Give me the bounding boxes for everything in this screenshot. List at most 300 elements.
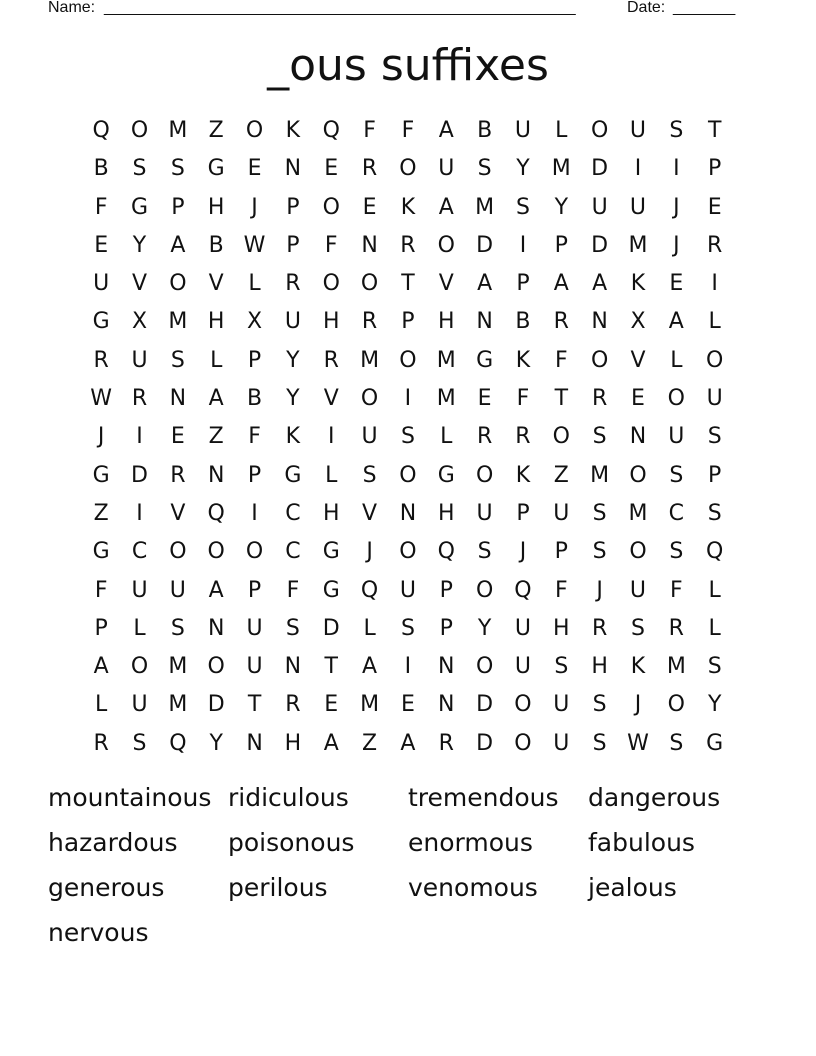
grid-cell: C	[668, 500, 685, 526]
grid-cell: K	[630, 271, 646, 297]
grid-cell: O	[207, 539, 225, 565]
grid-cell: Z	[93, 500, 109, 526]
grid-row	[82, 725, 734, 763]
grid-cell: A	[477, 271, 493, 297]
grid-cell: E	[324, 156, 339, 182]
grid-cell: O	[475, 577, 494, 603]
grid-cell: J	[673, 194, 680, 220]
grid-cell: K	[285, 118, 301, 143]
grid-row	[82, 457, 734, 495]
grid-cell: A	[438, 194, 454, 220]
grid-cell: L	[708, 577, 721, 603]
grid-cell: M	[551, 156, 571, 182]
grid-cell: S	[554, 654, 569, 680]
grid-cell: P	[708, 462, 722, 488]
grid-cell: M	[436, 386, 456, 412]
grid-cell: A	[592, 271, 608, 297]
grid-cell: M	[168, 654, 188, 680]
grid-cell: Y	[516, 156, 530, 182]
grid-cell: O	[399, 539, 417, 565]
grid-cell: G	[130, 194, 149, 220]
grid-cell: P	[439, 615, 453, 641]
grid-cell: S	[592, 730, 607, 756]
grid-cell: O	[629, 462, 647, 488]
grid-row	[82, 572, 734, 610]
grid-cell: S	[170, 615, 185, 641]
grid-cell: O	[322, 194, 340, 220]
grid-cell: L	[670, 347, 683, 373]
grid-cell: S	[477, 539, 492, 565]
grid-cell: L	[95, 692, 108, 718]
grid-cell: I	[404, 654, 412, 680]
grid-cell: N	[476, 309, 493, 335]
grid-cell: F	[401, 118, 415, 143]
grid-cell: A	[438, 118, 454, 143]
grid-cell: O	[399, 462, 417, 488]
word-list-item: nervous	[48, 918, 149, 947]
grid-cell: P	[171, 194, 185, 220]
grid-cell: W	[627, 730, 649, 756]
grid-cell: B	[515, 309, 531, 335]
grid-cell: G	[706, 730, 724, 756]
grid-cell: M	[628, 500, 648, 526]
grid-cell: I	[251, 500, 258, 526]
grid-cell: Z	[208, 424, 224, 450]
grid-cell: H	[322, 309, 340, 335]
grid-cell: Q	[514, 577, 532, 603]
grid-cell: G	[92, 539, 110, 565]
grid-cell: S	[707, 500, 722, 526]
grid-cell: E	[362, 194, 377, 220]
grid-cell: S	[132, 730, 147, 756]
grid-cell: T	[247, 692, 262, 718]
grid-cell: Y	[209, 730, 223, 756]
grid-cell: C	[285, 539, 301, 565]
grid-cell: B	[208, 232, 224, 258]
grid-cell: R	[131, 386, 148, 412]
grid-cell: P	[247, 462, 262, 488]
grid-cell: U	[361, 424, 378, 450]
grid-cell: S	[400, 615, 415, 641]
grid-cell: M	[590, 462, 610, 488]
grid-cell: S	[592, 539, 607, 565]
grid-cell: W	[243, 232, 266, 258]
grid-cell: P	[516, 271, 530, 297]
grid-cell: P	[708, 156, 722, 182]
grid-cell: H	[207, 309, 225, 335]
grid-cell: D	[476, 730, 494, 756]
grid-cell: G	[207, 156, 225, 182]
grid-cell: D	[207, 692, 225, 718]
grid-cell: N	[629, 424, 647, 450]
grid-cell: S	[592, 500, 607, 526]
grid-cell: H	[591, 654, 608, 680]
grid-cell: P	[286, 232, 300, 258]
grid-cell: D	[322, 615, 340, 641]
grid-cell: U	[246, 615, 263, 641]
word-list-item: poisonous	[228, 828, 355, 857]
grid-cell: G	[322, 539, 340, 565]
grid-cell: O	[360, 271, 379, 297]
grid-cell: U	[629, 194, 647, 220]
word-list-item: tremendous	[408, 783, 559, 812]
grid-row	[82, 342, 734, 380]
grid-cell: J	[366, 539, 373, 565]
grid-cell: F	[363, 118, 376, 143]
grid-cell: V	[131, 271, 148, 297]
word-list-item: perilous	[228, 873, 328, 902]
grid-cell: I	[519, 232, 527, 258]
grid-cell: K	[515, 347, 531, 373]
grid-cell: F	[94, 194, 108, 220]
grid-cell: V	[630, 347, 646, 373]
grid-cell: D	[476, 692, 494, 718]
grid-cell: A	[208, 386, 224, 412]
grid-row	[82, 418, 734, 456]
grid-cell: Q	[322, 118, 340, 143]
grid-cell: O	[552, 424, 570, 450]
grid-cell: U	[169, 577, 186, 603]
grid-cell: Y	[286, 386, 300, 412]
grid-cell: U	[438, 156, 455, 182]
grid-cell: O	[667, 386, 685, 412]
grid-cell: S	[400, 424, 415, 450]
grid-cell: O	[667, 692, 685, 718]
grid-cell: E	[477, 386, 492, 412]
grid-cell: M	[360, 692, 380, 718]
grid-cell: U	[668, 424, 685, 450]
grid-cell: M	[666, 654, 686, 680]
grid-row	[82, 150, 734, 188]
grid-cell: N	[438, 692, 455, 718]
grid-cell: I	[673, 156, 680, 182]
grid-cell: T	[554, 386, 569, 412]
grid-cell: G	[437, 462, 455, 488]
grid-cell: U	[131, 347, 148, 373]
grid-cell: F	[554, 347, 568, 373]
grid-cell: M	[168, 692, 188, 718]
grid-cell: F	[516, 386, 530, 412]
grid-cell: E	[170, 424, 185, 450]
grid-cell: Y	[707, 692, 722, 718]
grid-cell: U	[706, 386, 723, 412]
grid-cell: J	[97, 424, 105, 450]
grid-cell: P	[401, 309, 415, 335]
word-list	[48, 778, 768, 958]
grid-cell: F	[286, 577, 300, 603]
grid-row	[82, 112, 734, 150]
grid-cell: M	[360, 347, 380, 373]
grid-cell: E	[631, 386, 645, 412]
grid-cell: A	[553, 271, 569, 297]
grid-cell: O	[590, 347, 609, 373]
header-line	[48, 0, 748, 20]
grid-cell: L	[248, 271, 261, 297]
grid-cell: H	[207, 194, 225, 220]
grid-cell: V	[438, 271, 454, 297]
grid-cell: E	[669, 271, 684, 297]
grid-cell: L	[325, 462, 338, 488]
grid-cell: U	[553, 500, 570, 526]
grid-cell: S	[631, 615, 645, 641]
grid-cell: N	[246, 730, 263, 756]
grid-cell: L	[363, 615, 376, 641]
grid-cell: N	[169, 386, 187, 412]
grid-cell: O	[706, 347, 724, 373]
word-list-item: dangerous	[588, 783, 721, 812]
grid-cell: C	[285, 500, 301, 526]
grid-cell: S	[477, 156, 492, 182]
grid-cell: E	[400, 692, 415, 718]
grid-cell: O	[514, 730, 532, 756]
grid-cell: N	[399, 500, 417, 526]
word-list-item: hazardous	[48, 828, 178, 857]
grid-cell: C	[131, 539, 148, 565]
grid-cell: H	[322, 500, 340, 526]
grid-cell: L	[440, 424, 453, 450]
grid-cell: U	[553, 692, 570, 718]
grid-cell: O	[399, 347, 417, 373]
grid-cell: A	[170, 232, 186, 258]
grid-row	[82, 189, 734, 227]
grid-cell: L	[555, 118, 568, 143]
grid-cell: V	[362, 500, 378, 526]
grid-cell: J	[519, 539, 527, 565]
grid-cell: V	[170, 500, 186, 526]
grid-cell: R	[285, 692, 301, 718]
grid-cell: Y	[477, 615, 492, 641]
word-list-item: ridiculous	[228, 783, 349, 812]
grid-cell: I	[136, 424, 143, 450]
date-blank-line: _______	[673, 0, 736, 16]
grid-cell: N	[284, 156, 302, 182]
grid-cell: R	[285, 271, 301, 297]
grid-cell: N	[284, 654, 302, 680]
grid-cell: S	[170, 347, 185, 373]
grid-cell: U	[131, 692, 148, 718]
grid-cell: W	[90, 386, 113, 412]
grid-cell: U	[553, 730, 570, 756]
grid-cell: A	[323, 730, 339, 756]
grid-cell: B	[93, 156, 109, 182]
grid-cell: Y	[286, 347, 300, 373]
grid-cell: U	[629, 577, 647, 603]
word-list-item: mountainous	[48, 783, 212, 812]
grid-cell: R	[591, 386, 608, 412]
grid-row	[82, 610, 734, 648]
grid-cell: D	[591, 232, 609, 258]
grid-cell: S	[170, 156, 185, 182]
grid-cell: Q	[169, 730, 187, 756]
date-label: Date:	[627, 0, 666, 16]
grid-cell: H	[437, 500, 455, 526]
grid-cell: S	[132, 156, 147, 182]
grid-cell: Q	[92, 118, 110, 143]
grid-cell: R	[476, 424, 493, 450]
grid-cell: U	[284, 309, 301, 335]
word-list-item: venomous	[408, 873, 538, 902]
grid-cell: J	[673, 232, 680, 258]
grid-cell: R	[515, 424, 531, 450]
grid-cell: X	[247, 309, 263, 335]
grid-cell: H	[553, 615, 570, 641]
grid-cell: A	[208, 577, 224, 603]
grid-cell: H	[284, 730, 302, 756]
grid-cell: U	[514, 654, 531, 680]
grid-cell: X	[131, 309, 148, 335]
grid-row	[82, 265, 734, 303]
word-list-item: fabulous	[588, 828, 695, 857]
name-label: Name:	[48, 0, 96, 16]
grid-cell: M	[475, 194, 495, 220]
page-title: _ous suffixes	[267, 40, 549, 91]
grid-cell: U	[131, 577, 148, 603]
grid-cell: Q	[360, 577, 379, 603]
grid-cell: R	[93, 347, 109, 373]
grid-cell: M	[168, 118, 188, 143]
grid-cell: L	[708, 615, 721, 641]
grid-cell: G	[92, 462, 110, 488]
grid-cell: S	[362, 462, 377, 488]
grid-cell: A	[668, 309, 684, 335]
grid-cell: R	[400, 232, 416, 258]
grid-cell: B	[477, 118, 493, 143]
grid-cell: Y	[132, 232, 147, 258]
grid-cell: Z	[208, 118, 224, 143]
grid-cell: S	[707, 654, 722, 680]
grid-cell: N	[207, 615, 225, 641]
grid-cell: R	[323, 347, 339, 373]
grid-cell: D	[131, 462, 148, 488]
grid-cell: S	[592, 424, 607, 450]
grid-cell: E	[94, 232, 109, 258]
grid-cell: M	[628, 232, 648, 258]
grid-cell: J	[251, 194, 258, 220]
grid-cell: L	[708, 309, 721, 335]
grid-cell: F	[324, 232, 338, 258]
grid-cell: O	[437, 232, 455, 258]
grid-cell: O	[514, 692, 532, 718]
grid-cell: S	[707, 424, 722, 450]
grid-cell: K	[515, 462, 531, 488]
grid-cell: X	[630, 309, 646, 335]
grid-cell: G	[322, 577, 340, 603]
grid-cell: O	[245, 118, 264, 143]
grid-row	[82, 495, 734, 533]
grid-cell: U	[246, 654, 263, 680]
grid-cell: S	[592, 692, 607, 718]
grid-cell: U	[629, 118, 647, 143]
grid-cell: O	[245, 539, 264, 565]
grid-cell: P	[516, 500, 530, 526]
grid-cell: S	[669, 462, 684, 488]
grid-cell: O	[207, 654, 225, 680]
grid-cell: Q	[706, 539, 724, 565]
grid-cell: P	[286, 194, 300, 220]
grid-cell: N	[438, 654, 455, 680]
grid-cell: T	[401, 271, 415, 297]
grid-row	[82, 380, 734, 418]
grid-cell: Q	[207, 500, 225, 526]
grid-cell: O	[130, 118, 149, 143]
grid-cell: O	[399, 156, 417, 182]
grid-cell: N	[207, 462, 225, 488]
grid-cell: P	[247, 577, 262, 603]
grid-cell: M	[168, 309, 188, 335]
grid-cell: V	[208, 271, 224, 297]
grid-cell: R	[361, 309, 378, 335]
grid-cell: R	[438, 730, 454, 756]
grid-cell: U	[514, 118, 531, 143]
grid-cell: E	[324, 692, 339, 718]
grid-cell: U	[591, 194, 608, 220]
grid-cell: S	[669, 730, 684, 756]
grid-cell: I	[634, 156, 642, 182]
grid-cell: J	[634, 692, 642, 718]
grid-cell: I	[404, 386, 412, 412]
grid-cell: U	[93, 271, 110, 297]
name-blank-line: _____________________________________________________	[104, 0, 576, 16]
grid-cell: O	[475, 462, 494, 488]
grid-cell: S	[669, 539, 684, 565]
grid-cell: B	[247, 386, 263, 412]
word-list-item: generous	[48, 873, 165, 902]
grid-cell: R	[93, 730, 109, 756]
grid-cell: U	[399, 577, 416, 603]
grid-cell: R	[668, 615, 684, 641]
grid-cell: O	[360, 386, 379, 412]
grid-cell: V	[323, 386, 339, 412]
grid-cell: F	[554, 577, 568, 603]
grid-cell: P	[94, 615, 108, 641]
grid-cell: R	[707, 232, 723, 258]
grid-cell: M	[436, 347, 456, 373]
grid-cell: R	[170, 462, 186, 488]
grid-cell: P	[439, 577, 453, 603]
grid-row	[82, 227, 734, 265]
grid-cell: G	[92, 309, 110, 335]
grid-cell: P	[554, 539, 568, 565]
grid-cell: K	[285, 424, 301, 450]
grid-cell: T	[707, 118, 722, 143]
grid-cell: S	[285, 615, 300, 641]
grid-row	[82, 648, 734, 686]
word-list-item: jealous	[588, 873, 677, 902]
grid-cell: O	[169, 539, 187, 565]
grid-cell: N	[361, 232, 378, 258]
grid-cell: S	[669, 118, 684, 143]
grid-cell: I	[327, 424, 335, 450]
grid-cell: O	[169, 271, 187, 297]
grid-cell: E	[707, 194, 722, 220]
grid-cell: D	[591, 156, 609, 182]
grid-cell: O	[629, 539, 647, 565]
grid-cell: I	[136, 500, 143, 526]
grid-cell: A	[400, 730, 416, 756]
grid-cell: L	[210, 347, 223, 373]
grid-cell: G	[284, 462, 302, 488]
grid-cell: F	[248, 424, 261, 450]
grid-cell: O	[475, 654, 494, 680]
grid-row	[82, 686, 734, 724]
grid-cell: F	[670, 577, 683, 603]
grid-cell: S	[515, 194, 530, 220]
grid-cell: K	[400, 194, 416, 220]
grid-cell: R	[591, 615, 608, 641]
grid-cell: F	[94, 577, 108, 603]
grid-cell: I	[711, 271, 718, 297]
grid-cell: Y	[554, 194, 569, 220]
